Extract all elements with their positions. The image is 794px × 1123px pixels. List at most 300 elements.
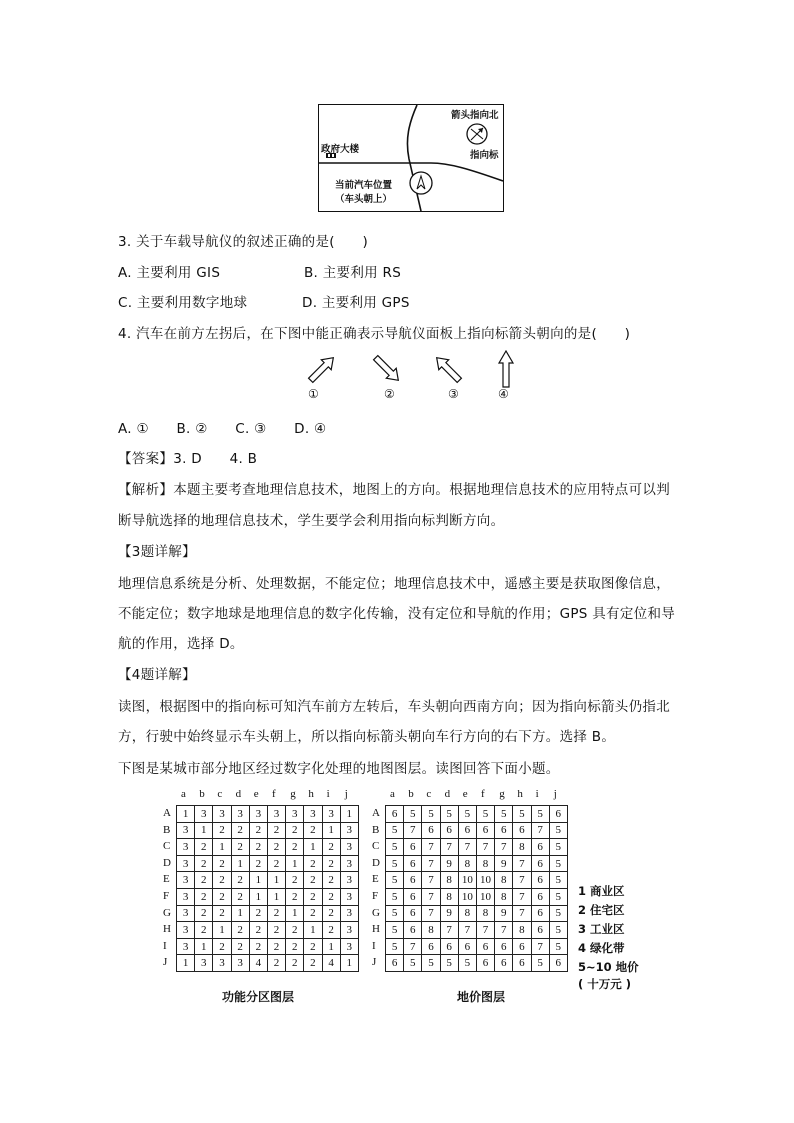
price-grid-cell: 6	[404, 888, 422, 905]
table-row	[386, 872, 568, 889]
price-grid-cell: 5	[386, 855, 404, 872]
q3-option-b: B. 主要利用 RS	[304, 265, 402, 281]
table-row	[177, 855, 359, 872]
price-grid-cell: 5	[531, 955, 549, 972]
function-grid-col-header: e	[253, 788, 259, 800]
price-grid-cell: 5	[386, 872, 404, 889]
function-grid-cell: 3	[177, 855, 195, 872]
function-grid-cell: 2	[195, 888, 213, 905]
function-grid-cell: 2	[195, 905, 213, 922]
price-grid-cell: 6	[404, 922, 422, 939]
detail3-line-1: 地理信息系统是分析、处理数据，不能定位；地理信息技术中，遥感主要是获取图像信息，	[118, 576, 670, 592]
price-grid-cell: 7	[513, 872, 531, 889]
detail4-heading: 【4题详解】	[118, 667, 196, 683]
price-grid-row-header: J	[372, 956, 377, 969]
function-grid-cell: 2	[231, 938, 249, 955]
function-grid-cell: 4	[249, 955, 267, 972]
price-grid-cell: 5	[531, 806, 549, 823]
price-grid-cell: 6	[549, 955, 567, 972]
function-grid-cell: 1	[249, 888, 267, 905]
price-grid-cell: 7	[476, 839, 494, 856]
function-grid-cell: 1	[213, 922, 231, 939]
function-grid-cell: 3	[177, 888, 195, 905]
price-grid-cell: 7	[495, 839, 513, 856]
price-grid-cell: 8	[476, 905, 494, 922]
price-grid-cell: 7	[422, 872, 440, 889]
price-grid-row-header: I	[372, 939, 376, 952]
price-grid-cell: 6	[531, 922, 549, 939]
price-grid-cell: 5	[458, 955, 476, 972]
function-grid-col-header: d	[235, 788, 242, 800]
q4-options: A. ① B. ② C. ③ D. ④	[118, 421, 327, 437]
function-grid-cell: 2	[267, 955, 285, 972]
table-row	[177, 888, 359, 905]
price-grid-cell: 7	[422, 855, 440, 872]
table-row	[177, 822, 359, 839]
function-grid-cell: 1	[195, 938, 213, 955]
price-grid-cell: 5	[386, 938, 404, 955]
function-grid-cell: 1	[177, 955, 195, 972]
price-grid-cell: 10	[458, 888, 476, 905]
price-grid-cell: 7	[404, 938, 422, 955]
function-grid-cell: 1	[304, 839, 322, 856]
q3-option-a: A. 主要利用 GIS	[118, 265, 221, 281]
price-grid-cell: 8	[458, 905, 476, 922]
price-grid-cell: 5	[495, 806, 513, 823]
function-grid-row-header: B	[163, 823, 171, 836]
price-grid-cell: 5	[458, 806, 476, 823]
price-grid-cell: 10	[458, 872, 476, 889]
price-grid-cell: 6	[458, 938, 476, 955]
function-grid-cell: 2	[286, 888, 304, 905]
function-grid-cell: 2	[195, 922, 213, 939]
price-grid-cell: 6	[531, 855, 549, 872]
price-grid-cell: 6	[513, 955, 531, 972]
price-grid-cell: 6	[458, 822, 476, 839]
price-grid-cell: 8	[440, 872, 458, 889]
function-grid-cell: 2	[304, 822, 322, 839]
price-grid-cell: 5	[386, 839, 404, 856]
price-grid-col-header: e	[462, 788, 468, 800]
table-row	[386, 822, 568, 839]
price-grid-col-header: h	[517, 788, 523, 800]
legend-item-industrial: 3 工业区	[578, 922, 625, 936]
price-grid-caption: 地价图层	[457, 990, 506, 1004]
function-grid-cell: 3	[249, 806, 267, 823]
function-grid-cell: 3	[322, 806, 340, 823]
arrow-4-label: ④	[498, 387, 509, 401]
price-grid-cell: 5	[386, 822, 404, 839]
table-row	[386, 806, 568, 823]
function-grid-cell: 3	[177, 839, 195, 856]
answer-line: 【答案】3. D 4. B	[118, 451, 258, 467]
function-grid-cell: 1	[213, 839, 231, 856]
table-row	[386, 938, 568, 955]
function-grid-cell: 1	[231, 855, 249, 872]
function-grid-cell: 3	[340, 905, 358, 922]
q4-stem: 4. 汽车在前方左拐后，在下图中能正确表示导航仪面板上指向标箭头朝向的是( )	[118, 326, 631, 342]
price-grid-cell: 7	[531, 938, 549, 955]
price-grid-col-header: g	[499, 788, 505, 800]
arrow-options-figure	[300, 350, 530, 405]
price-grid-cell: 8	[458, 855, 476, 872]
detail4-line-1: 读图，根据图中的指向标可知汽车前方左转后，车头朝向西南方向；因为指向标箭头仍指北	[118, 699, 670, 715]
function-grid-cell: 2	[322, 872, 340, 889]
function-grid-cell: 2	[267, 922, 285, 939]
function-grid-cell: 2	[304, 855, 322, 872]
price-grid-col-header: d	[444, 788, 451, 800]
price-grid-cell: 7	[458, 839, 476, 856]
price-grid-cell: 6	[476, 822, 494, 839]
function-grid-cell: 2	[322, 905, 340, 922]
arrow-3-label: ③	[448, 387, 459, 401]
government-label: 政府大楼	[321, 144, 360, 155]
detail4-line-2: 方，行驶中始终显示车头朝上，所以指向标箭头朝向车行方向的右下方。选择 B。	[118, 729, 616, 745]
arrow-4-icon	[499, 351, 513, 387]
function-grid-cell: 3	[177, 822, 195, 839]
price-grid-cell: 6	[440, 822, 458, 839]
function-grid-cell: 2	[213, 938, 231, 955]
price-grid-cell: 7	[476, 922, 494, 939]
function-grid-cell: 2	[231, 822, 249, 839]
price-grid-cell: 7	[513, 905, 531, 922]
car-heading-label: （车头朝上）	[335, 194, 393, 205]
function-grid-col-header: h	[308, 788, 314, 800]
function-grid-cell: 1	[340, 955, 358, 972]
price-grid-cell: 6	[495, 822, 513, 839]
price-grid-cell: 5	[386, 888, 404, 905]
function-grid-cell: 3	[340, 888, 358, 905]
function-grid-cell: 3	[231, 806, 249, 823]
function-grid-cell: 2	[231, 872, 249, 889]
arrow-1-icon	[306, 353, 339, 386]
price-grid-col-header: f	[481, 788, 485, 800]
arrow-3-icon	[432, 353, 465, 386]
function-grid-cell: 2	[213, 905, 231, 922]
function-grid-cell: 2	[286, 922, 304, 939]
price-grid-cell: 5	[549, 839, 567, 856]
table-row	[177, 905, 359, 922]
price-grid-cell: 5	[513, 806, 531, 823]
price-grid-cell: 10	[476, 872, 494, 889]
function-grid-cell: 2	[231, 922, 249, 939]
price-grid-cell: 6	[531, 839, 549, 856]
function-grid-cell: 2	[231, 888, 249, 905]
price-grid-cell: 8	[495, 872, 513, 889]
function-grid-cell: 2	[213, 822, 231, 839]
function-grid-cell: 3	[231, 955, 249, 972]
function-grid-row-header: G	[163, 906, 171, 919]
price-grid-cell: 7	[422, 839, 440, 856]
price-grid-cell: 5	[404, 806, 422, 823]
function-grid-cell: 1	[177, 806, 195, 823]
function-grid-cell: 2	[304, 905, 322, 922]
function-grid-cell: 2	[322, 855, 340, 872]
price-grid-cell: 9	[495, 905, 513, 922]
function-grid-cell: 2	[195, 839, 213, 856]
function-grid-cell: 2	[304, 955, 322, 972]
price-grid-col-header: i	[535, 788, 539, 800]
price-grid-cell: 6	[531, 872, 549, 889]
q3-option-d: D. 主要利用 GPS	[302, 295, 410, 311]
price-grid-cell: 5	[549, 822, 567, 839]
function-grid-cell: 3	[195, 806, 213, 823]
table-row	[177, 922, 359, 939]
price-grid-cell: 5	[422, 806, 440, 823]
function-grid-cell: 3	[340, 922, 358, 939]
arrow-2-icon	[371, 353, 404, 386]
function-grid-cell: 2	[286, 839, 304, 856]
price-grid-col-header: b	[408, 788, 414, 800]
table-row	[386, 905, 568, 922]
price-grid-cell: 7	[458, 922, 476, 939]
function-grid-cell: 2	[213, 888, 231, 905]
function-grid-row-header: J	[163, 956, 168, 969]
price-grid-cell: 7	[422, 905, 440, 922]
function-grid-cell: 1	[286, 855, 304, 872]
price-grid-cell: 6	[531, 888, 549, 905]
price-grid-cell: 8	[513, 839, 531, 856]
function-grid-cell: 1	[340, 806, 358, 823]
function-grid-cell: 2	[249, 855, 267, 872]
price-grid-cell: 6	[476, 955, 494, 972]
price-grid-cell: 5	[422, 955, 440, 972]
legend-item-greenbelt: 4 绿化带	[578, 941, 625, 955]
price-grid-row-header: D	[372, 856, 380, 869]
price-grid-cell: 5	[440, 806, 458, 823]
function-grid-cell: 3	[177, 922, 195, 939]
function-grid-cell: 1	[322, 822, 340, 839]
function-grid-row-header: I	[163, 939, 167, 952]
price-grid-row-header: H	[372, 923, 380, 936]
function-grid-col-header: a	[181, 788, 186, 800]
table-row	[386, 955, 568, 972]
table-row	[177, 938, 359, 955]
price-grid-cell: 9	[440, 855, 458, 872]
function-grid-cell: 1	[267, 872, 285, 889]
price-grid-cell: 8	[422, 922, 440, 939]
function-grid-cell: 2	[286, 938, 304, 955]
function-grid-cell: 3	[340, 839, 358, 856]
function-grid-cell: 1	[231, 905, 249, 922]
price-grid-cell: 9	[495, 855, 513, 872]
function-grid-cell: 2	[322, 888, 340, 905]
function-grid-cell: 2	[213, 855, 231, 872]
price-grid-cell: 5	[549, 905, 567, 922]
price-grid-cell: 7	[440, 922, 458, 939]
function-grid-cell: 2	[249, 839, 267, 856]
function-grid-row-header: C	[163, 840, 171, 853]
price-grid-cell: 6	[386, 955, 404, 972]
function-grid-cell: 2	[267, 938, 285, 955]
function-grid-cell: 2	[249, 922, 267, 939]
function-grid-cell: 1	[267, 888, 285, 905]
price-grid-cell: 5	[476, 806, 494, 823]
price-grid-cell: 5	[386, 922, 404, 939]
function-grid-cell: 2	[286, 822, 304, 839]
price-grid-cell: 7	[531, 822, 549, 839]
price-grid-cell: 5	[549, 888, 567, 905]
table-row	[386, 839, 568, 856]
function-grid-cell: 2	[286, 872, 304, 889]
function-grid-row-header: H	[163, 923, 171, 936]
price-grid-cell: 9	[440, 905, 458, 922]
price-grid-col-header: j	[553, 788, 557, 800]
legend-item-commercial: 1 商业区	[578, 884, 625, 898]
table-row	[177, 955, 359, 972]
price-grid-cell: 6	[513, 822, 531, 839]
price-grid-col-header: a	[390, 788, 395, 800]
price-grid-cell: 10	[476, 888, 494, 905]
price-grid-cell: 5	[440, 955, 458, 972]
function-grid-cell: 3	[177, 938, 195, 955]
function-grid-cell: 1	[322, 938, 340, 955]
function-grid-cell: 2	[286, 955, 304, 972]
legend-item-unit: ( 十万元 )	[578, 977, 632, 991]
function-grid-cell: 2	[195, 855, 213, 872]
detail3-line-2: 不能定位；数字地球是地理信息的数字化传输，没有定位和导航的作用；GPS 具有定位和导	[118, 606, 676, 622]
north-label: 箭头指向北	[451, 110, 499, 121]
price-grid-cell: 7	[513, 855, 531, 872]
price-grid-row-header: F	[372, 890, 379, 902]
function-grid-cell: 2	[267, 839, 285, 856]
analysis-line-1: 【解析】本题主要考查地理信息技术，地图上的方向。根据地理信息技术的应用特点可以判	[118, 482, 670, 498]
price-grid-cell: 6	[495, 955, 513, 972]
function-grid-cell: 2	[267, 905, 285, 922]
function-grid-row-header: F	[163, 890, 170, 902]
price-grid-row-header: C	[372, 840, 380, 853]
detail3-heading: 【3题详解】	[118, 544, 196, 560]
q3-stem: 3. 关于车载导航仪的叙述正确的是( )	[118, 234, 369, 250]
function-grid-cell: 2	[195, 872, 213, 889]
function-grid-row-header: A	[163, 807, 171, 819]
price-grid-cell: 8	[495, 888, 513, 905]
function-grid-col-header: j	[344, 788, 348, 800]
table-row	[177, 806, 359, 823]
function-grid	[176, 805, 359, 972]
price-grid-cell: 6	[495, 938, 513, 955]
function-grid-cell: 3	[286, 806, 304, 823]
price-grid-cell: 7	[440, 839, 458, 856]
price-grid-cell: 8	[476, 855, 494, 872]
function-grid-cell: 2	[267, 822, 285, 839]
table-row	[386, 855, 568, 872]
price-grid-row-header: G	[372, 906, 380, 919]
function-grid-cell: 3	[340, 822, 358, 839]
price-grid-cell: 5	[404, 955, 422, 972]
detail3-line-3: 航的作用，选择 D。	[118, 636, 244, 652]
function-grid-cell: 3	[177, 905, 195, 922]
price-grid-cell: 6	[422, 938, 440, 955]
price-grid-cell: 6	[422, 822, 440, 839]
price-grid-cell: 6	[440, 938, 458, 955]
function-grid-cell: 3	[177, 872, 195, 889]
function-grid-cell: 2	[249, 905, 267, 922]
function-grid-row-header: E	[163, 873, 170, 886]
price-grid-cell: 5	[549, 872, 567, 889]
q3-option-c: C. 主要利用数字地球	[118, 295, 248, 311]
price-grid-cell: 6	[404, 855, 422, 872]
function-grid-cell: 2	[267, 855, 285, 872]
function-grid-cell: 1	[195, 822, 213, 839]
function-grid-cell: 1	[286, 905, 304, 922]
arrow-2-label: ②	[384, 387, 395, 401]
navigation-map-figure	[318, 104, 504, 212]
indicator-label: 指向标	[470, 150, 499, 161]
price-grid-cell: 7	[495, 922, 513, 939]
price-grid-cell: 8	[513, 922, 531, 939]
price-grid-cell: 6	[404, 872, 422, 889]
price-grid-cell: 6	[549, 806, 567, 823]
function-grid-cell: 3	[304, 806, 322, 823]
function-grid-cell: 3	[340, 872, 358, 889]
legend-item-land-price: 5~10 地价	[578, 960, 639, 974]
price-grid-cell: 6	[513, 938, 531, 955]
function-grid-cell: 3	[195, 955, 213, 972]
function-grid-row-header: D	[163, 856, 171, 869]
function-grid-col-header: g	[290, 788, 296, 800]
function-grid-cell: 3	[213, 955, 231, 972]
legend-item-residential: 2 住宅区	[578, 903, 625, 917]
price-grid-cell: 5	[549, 938, 567, 955]
intro-line: 下图是某城市部分地区经过数字化处理的地图图层。读图回答下面小题。	[118, 761, 560, 777]
function-grid-cell: 2	[304, 888, 322, 905]
table-row	[386, 888, 568, 905]
price-grid-row-header: A	[372, 807, 380, 819]
function-grid-col-header: c	[217, 788, 223, 800]
price-grid-cell: 7	[513, 888, 531, 905]
function-grid-cell: 2	[304, 872, 322, 889]
price-grid	[385, 805, 568, 972]
function-grid-cell: 2	[231, 839, 249, 856]
function-grid-cell: 3	[213, 806, 231, 823]
car-position-label: 当前汽车位置	[335, 180, 393, 191]
price-grid-cell: 7	[404, 822, 422, 839]
price-grid-cell: 6	[476, 938, 494, 955]
function-grid-cell: 3	[267, 806, 285, 823]
analysis-line-2: 断导航选择的地理信息技术，学生要学会利用指向标判断方向。	[118, 513, 505, 529]
function-grid-cell: 2	[322, 922, 340, 939]
function-grid-col-header: f	[272, 788, 276, 800]
price-grid-cell: 6	[404, 905, 422, 922]
function-grid-cell: 2	[213, 872, 231, 889]
arrow-1-label: ①	[308, 387, 319, 401]
function-grid-cell: 2	[304, 938, 322, 955]
function-grid-cell: 2	[249, 938, 267, 955]
function-grid-col-header: i	[326, 788, 330, 800]
price-grid-cell: 6	[531, 905, 549, 922]
price-grid-col-header: c	[426, 788, 432, 800]
function-grid-col-header: b	[199, 788, 205, 800]
function-grid-cell: 2	[322, 839, 340, 856]
table-row	[177, 839, 359, 856]
price-grid-cell: 7	[422, 888, 440, 905]
price-grid-row-header: B	[372, 823, 380, 836]
function-grid-cell: 1	[304, 922, 322, 939]
price-grid-cell: 5	[549, 922, 567, 939]
price-grid-cell: 8	[440, 888, 458, 905]
function-grid-cell: 3	[340, 938, 358, 955]
table-row	[177, 872, 359, 889]
function-grid-cell: 4	[322, 955, 340, 972]
function-grid-cell: 3	[340, 855, 358, 872]
function-grid-caption: 功能分区图层	[222, 990, 295, 1004]
function-grid-cell: 1	[249, 872, 267, 889]
price-grid-cell: 5	[386, 905, 404, 922]
price-grid-cell: 6	[404, 839, 422, 856]
price-grid-cell: 6	[386, 806, 404, 823]
function-grid-cell: 2	[249, 822, 267, 839]
